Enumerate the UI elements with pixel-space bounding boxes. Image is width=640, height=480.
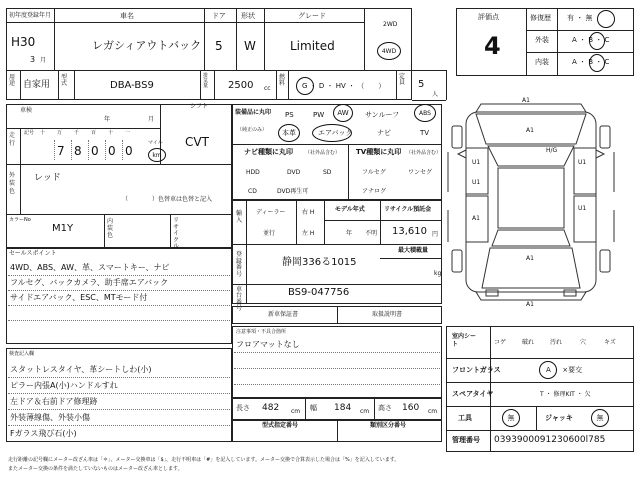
interior-sheet-label: 室内シート [452,333,477,348]
length-unit: cm [291,408,301,415]
odometer-digit: 8 [74,144,82,158]
inspection-year-label: 年 [104,116,111,123]
odometer-place-label: 百 [91,130,97,136]
score-label: 評価点 [478,13,499,21]
mile-label: マイル [148,140,163,146]
nav-sub: （社外品含む） [305,150,341,156]
front-glass-circle [539,361,557,379]
notes-block [232,326,442,398]
front-glass-options: A ・ ×要交 [546,366,583,374]
import-dealer: ディーラー [256,209,286,216]
import-parallel: 並行 [263,230,276,237]
usage-label: 用途 [9,74,16,87]
km-label: km [152,151,162,159]
interior-color-label: 内装色 [107,218,114,240]
sales-points-title: セールスポイント [9,250,57,257]
management-value: 0393900091230600l785 [494,435,606,445]
height-value: 160 [402,403,420,413]
door-value: 5 [215,39,223,53]
import-label: 輸入 [236,210,243,225]
length-value: 482 [262,403,280,413]
travel-label: 走行 [9,132,16,148]
diagram-mark-3: H/G [546,147,558,154]
equip-leather: 本革 [282,129,296,137]
jack-circle [591,409,609,427]
diagram-mark-8: A1 [472,215,480,222]
nav-title: ナビ種類に丸印 [244,148,293,156]
inspector-line-2: ピラー内張A(小)ハンドルすれ [10,381,118,390]
notes-title: 注意事項・不具合箇所 [236,329,287,335]
color-no-label: カラーNo [9,217,31,223]
shape-label: 形状 [241,12,255,20]
odometer-digit: 0 [108,144,116,158]
odometer-place-label: 千 [74,130,80,136]
nav-sd: SD [323,169,332,176]
equip-sunroof: サンルーフ [365,111,400,119]
chassis-value: BS9-047756 [288,287,350,298]
category-label: 類別区分番号 [370,422,407,429]
odometer-place-label: 一 [125,130,131,136]
recycle-deposit-value: 13,610 [392,226,427,237]
grade-label: グレード [298,12,326,20]
type-designation-label: 型式指定番号 [262,422,299,429]
equip-ps: PS [285,111,294,119]
diagram-mark-2: A1 [526,127,534,134]
odometer-place-label: 十 [108,130,114,136]
management-label: 管理番号 [452,436,480,444]
door-label: ドア [212,12,226,20]
fuel-label: 燃料 [279,74,286,87]
recycle-label: リサイクル [173,217,180,251]
capacity-value: 5 [418,79,425,90]
inspector-title: 検査記入欄 [9,351,35,357]
equip-tv: TV [420,129,430,137]
inspector-line-1: スタットレスタイヤ、革シートしわ(小) [10,365,152,374]
equip-airbag: エアバック [318,129,353,137]
jack-label: ジャッキ [545,414,573,422]
tools-label: 工具 [458,414,472,422]
tv-oneseg: ワンセグ [408,169,433,176]
nav-dvd-play: DVD再生可 [277,188,309,195]
shape-value: W [244,39,256,53]
recycle-unit: 円 [432,231,439,238]
drive-4wd-label: 4WD [381,47,397,55]
odometer-place-label: 十 [40,130,46,136]
odometer-place-label: 万 [57,130,63,136]
equip-leather-circle [278,124,300,142]
plate-value: 静岡336る1015 [282,257,357,268]
recycle-deposit-label: リサイクル預託金 [384,206,432,213]
inspector-line-3: 左ドア＆右前ドア修理跡 [10,397,98,406]
odometer-digit: 0 [125,144,133,158]
sales-point-line-3: サイドエアバック、ESC、MTモード付 [10,293,148,302]
chassis-label: 車台番号 [236,286,243,312]
footer-line-1: 走行距離の記号欄にメーター改ざん車は「＊」、メーター交換車は「$」、走行不明車は「#」を記入しています。メーター交換で合算表示した場合は「%」を記入しています。 [8,457,400,463]
usage-value: 自家用 [23,80,51,90]
repair-selected-circle [597,10,615,28]
equipment-subtitle: （純正のみ） [237,127,268,133]
nav-cd: CD [248,188,257,195]
inspection-label: 車検 [20,107,33,114]
new-car-warranty: 新車保証書 [268,311,299,318]
tools-circle [502,409,520,427]
score-value: 4 [484,32,501,60]
exterior-selected-circle [589,32,605,50]
manual-label: 取扱説明書 [372,311,403,318]
repair-options: 有 ・ 無 [567,14,593,22]
sheet-koge: コゲ [494,339,507,346]
first-reg-label: 初年度登録年月 [9,12,52,19]
front-glass-label: フロントガラス [452,366,501,374]
reg-month-unit: 月 [40,57,47,64]
capacity-label: 定員 [399,73,406,86]
width-unit: cm [360,408,370,415]
exterior-color-value: レッド [34,173,61,183]
inspection-month-label: 月 [148,116,155,123]
interior-selected-circle [589,54,605,72]
sales-point-line-1: 4WD、ABS、AW、革、スマートキー、ナビ [10,263,170,272]
displacement-label: 排気量 [203,73,209,89]
diagram-mark-10: A1 [526,301,534,308]
shift-value: CVT [185,135,209,149]
plate-label: 登録番号 [236,251,243,278]
max-load-label: 最大積載量 [398,247,429,254]
equip-abs-circle [414,104,436,122]
grade-value: Limited [290,39,335,53]
repair-label: 修復歴 [530,14,551,22]
shift-label: シフト [190,103,209,110]
spare-tire-label: スペアタイヤ [452,390,494,398]
equip-pw: PW [313,111,325,119]
equip-aw-circle [333,104,353,122]
drive-selected-circle [377,42,401,60]
diagram-mark-7: U1 [578,205,587,212]
car-name-label: 車名 [120,12,134,20]
model-label: 型式 [61,74,68,87]
exterior-grade-label: 外装 [535,36,549,44]
exterior-color-label: 外装色 [9,172,16,195]
model-year-unknown: 不明 [365,230,378,237]
equip-navi: ナビ [377,129,391,137]
diagram-mark-4: U1 [472,159,481,166]
right-hand: 右 H [302,209,315,216]
left-hand: 左 H [302,230,315,237]
diagram-mark-1: A1 [522,97,530,104]
tv-sub: （社外品含む） [406,150,442,156]
width-label: 幅 [310,404,317,412]
km-selected-circle [148,148,166,162]
tools-value: 無 [507,414,515,422]
height-label: 高さ [378,404,392,412]
equip-airbag-circle [312,124,352,142]
nav-dvd: DVD [287,169,301,176]
fuel-options: G ・ D ・ HV ・ （ ） [302,82,386,90]
drive-2wd-label: 2WD [383,21,398,28]
diagram-mark-5: U1 [472,179,481,186]
notes-line-1: フロアマットなし [236,340,300,349]
inspector-line-4: 外装薄線傷、外装小傷 [10,413,90,422]
model-value: DBA-BS9 [110,80,154,91]
inspector-block [6,348,232,442]
length-label: 長さ [236,404,250,412]
reg-month-value: 3 [30,55,36,64]
footer-line-2: またメーター交換の条件を満たしていないものはメーター改ざん車とします。 [8,466,183,472]
model-year-year: 年 [346,230,353,237]
sheet-yabure: 破れ [522,339,535,346]
car-name-value: レガシィアウトバック [92,39,202,52]
equip-abs: ABS [419,109,431,117]
sheet-kizu: キズ [604,339,616,346]
exterior-grade-options: A ・ B ・ C [572,36,610,44]
tv-fullseg: フルセグ [362,169,386,176]
equip-aw: AW [337,109,349,117]
capacity-unit: 人 [432,91,439,98]
width-value: 184 [334,403,352,413]
color-change-note: （ ）色替車は色替と記入 [122,196,213,203]
tv-analog: アナログ [362,188,387,195]
odometer-digit: 7 [57,144,65,158]
model-year-label: モデル年式 [335,206,365,213]
diagram-mark-9: A1 [526,255,534,262]
inspector-line-5: Fガラス飛び石(小) [10,429,77,438]
sheet-yogore: 汚れ [550,339,563,346]
interior-grade-options: A ・ B ・ C [572,58,610,66]
sheet-ana: 穴 [580,339,587,346]
sales-point-line-2: フルセグ、バックカメラ、助手席エアバック [10,278,169,287]
tv-title: TV種類に丸印 [356,148,402,156]
interior-grade-label: 内装 [535,58,549,66]
nav-hdd: HDD [246,169,260,176]
diagram-mark-6: U1 [578,159,587,166]
max-load-unit: kg [434,270,442,277]
displacement-unit: cc [264,85,271,92]
reg-year-value: H30 [11,35,36,49]
odometer-digit: 0 [91,144,99,158]
car-damage-diagram [446,92,636,322]
jack-value: 無 [596,414,604,422]
spare-tire-options: T ・ 修理KIT ・ 欠 [540,391,591,398]
equipment-title: 装備品に丸印 [235,109,272,116]
height-unit: cm [428,408,438,415]
record-label: 記号 [24,130,35,136]
fuel-selected-circle [296,77,314,95]
displacement-value: 2500 [228,80,254,91]
color-no-value: M1Y [52,223,74,234]
